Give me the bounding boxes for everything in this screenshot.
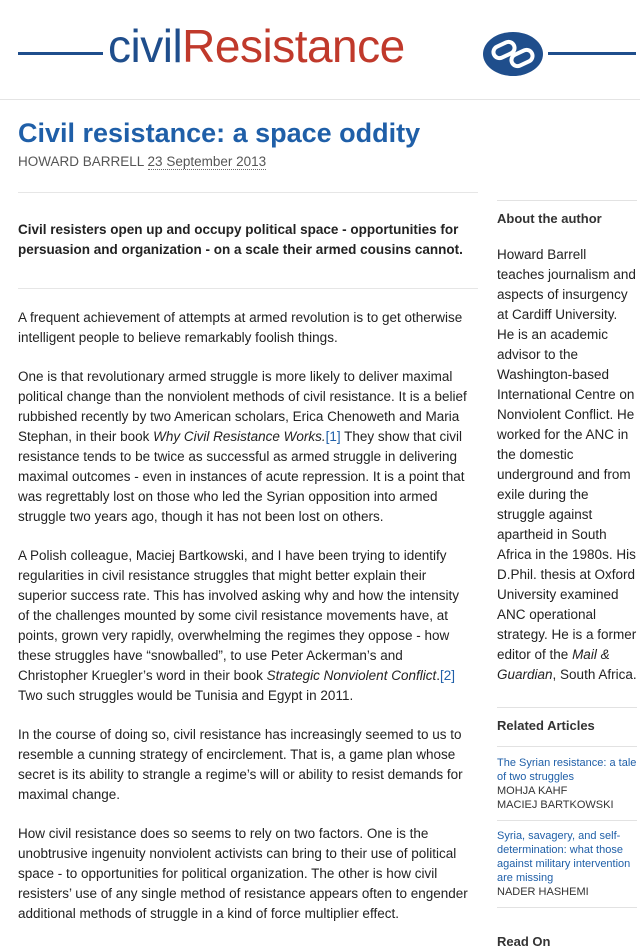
paragraph-5: How civil resistance does so seems to rely on two factors. One is the unobtrusive ingenuity nonviolent activists can bring to their use of political space - to opportunities for political organization. The other is how civil resisters’ use of any single method of resistance appears often to engender additional methods of struggle in a kind of force multiplier effect. <box>18 826 468 921</box>
article-lead: Civil resisters open up and occupy political space - opportunities for persuasion and organization - on a scale their armed cousins cannot. <box>18 222 463 257</box>
sidebar-rule-related <box>497 707 637 708</box>
related-articles-heading: Related Articles <box>497 718 595 733</box>
related-article-item <box>497 829 637 899</box>
site-header <box>0 0 640 100</box>
byline <box>18 154 266 169</box>
related-article-author[interactable]: NADER HASHEMI <box>497 886 589 898</box>
site-logo[interactable] <box>108 18 405 74</box>
article-body <box>18 308 470 943</box>
paragraph-3-text-a: A Polish colleague, Maciej Bartkowski, and I have been trying to identify regularities in civil resistance struggles that might better explain their superior success rate. This has involved asking why and how the intensity of the challenges mounted by some civil resistance movements have, at points, grown very rapidly, overwhelming the regimes they oppose - how these struggles have “snowballed”, to use Peter Ackerman’s and Christopher Kruegler’s word in their book <box>18 548 459 683</box>
logo-civil-text: civil <box>108 20 183 72</box>
footnote-link-1[interactable]: [1] <box>325 429 341 444</box>
sidebar-rule-read-on <box>497 907 637 908</box>
sidebar <box>497 200 637 949</box>
publication-name: Mail & Guardian <box>497 647 610 682</box>
sidebar-rule-related-list <box>497 746 637 747</box>
paragraph-2-text-a: One is that revolutionary armed struggle is more likely to deliver maximal political change than the nonviolent methods of civil resistance. It is a belief rubbished recently by two American scholars, Erica Chenoweth and Maria Stephan, in their book <box>18 369 467 444</box>
footnote-link-2[interactable]: [2] <box>439 668 455 683</box>
author-bio-text-a: Howard Barrell teaches journalism and aspects of insurgency at Cardiff University. He is an academic advisor to the Washington-based International Centre on Nonviolent Conflict. He worked for the ANC in the domestic underground and from exile during the struggle against apartheid in South Africa in the 1980s. His D.Phil. thesis at Oxford University examined ANC operational strategy. He is a former editor of the <box>497 247 637 662</box>
paragraph-1: A frequent achievement of attempts at armed revolution is to get otherwise intelligent people to believe remarkably foolish things. <box>18 310 463 345</box>
read-on-heading: Read On <box>497 934 551 949</box>
sidebar-rule-item <box>497 820 637 821</box>
logo-resistance-text: Resistance <box>182 20 405 72</box>
header-rule-right <box>548 52 636 55</box>
related-article-link[interactable]: Syria, savagery, and self-determination: what those against military intervention are missing <box>497 830 631 884</box>
publish-date: 23 September 2013 <box>147 154 267 169</box>
related-article-item <box>497 756 637 812</box>
paragraph-2-text-b: They show that civil resistance tends to be twice as successful as armed struggle in delivering maximal outcomes - even in instances of acute repression. It is a point that was regrettably lost on those who led the Syrian opposition into armed struggle two years ago, though it has not been lost on others. <box>18 429 465 524</box>
paragraph-4: In the course of doing so, civil resistance has increasingly seemed to us to resemble a cunning strategy of encirclement. That is, a game plan whose secret is its ability to strangle a regime’s will or ability to resist demands for maximal change. <box>18 727 463 802</box>
divider-lead <box>18 288 478 289</box>
author-bio <box>497 245 637 685</box>
book-title-1: Why Civil Resistance Works. <box>153 429 326 444</box>
related-article-link[interactable]: The Syrian resistance: a tale of two struggles <box>497 757 637 783</box>
divider-top <box>18 192 478 193</box>
paragraph-3-text-b: Two such struggles would be Tunisia and Egypt in 2011. <box>18 688 354 703</box>
about-author-heading: About the author <box>497 211 602 226</box>
article-title: Civil resistance: a space oddity <box>18 118 421 148</box>
author-name[interactable]: HOWARD BARRELL <box>18 154 144 169</box>
book-title-2: Strategic Nonviolent Conflict <box>266 668 437 683</box>
header-rule-left <box>18 52 103 55</box>
paragraph-3 <box>18 546 470 706</box>
author-bio-text-b: , South Africa. <box>552 667 637 682</box>
paragraph-3-dot: . <box>436 668 440 683</box>
related-article-author[interactable]: MACIEJ BARTKOWSKI <box>497 799 614 811</box>
chain-link-icon <box>482 30 544 78</box>
sidebar-rule-about <box>497 200 637 201</box>
related-article-author[interactable]: MOHJA KAHF <box>497 785 568 797</box>
paragraph-2 <box>18 367 470 527</box>
